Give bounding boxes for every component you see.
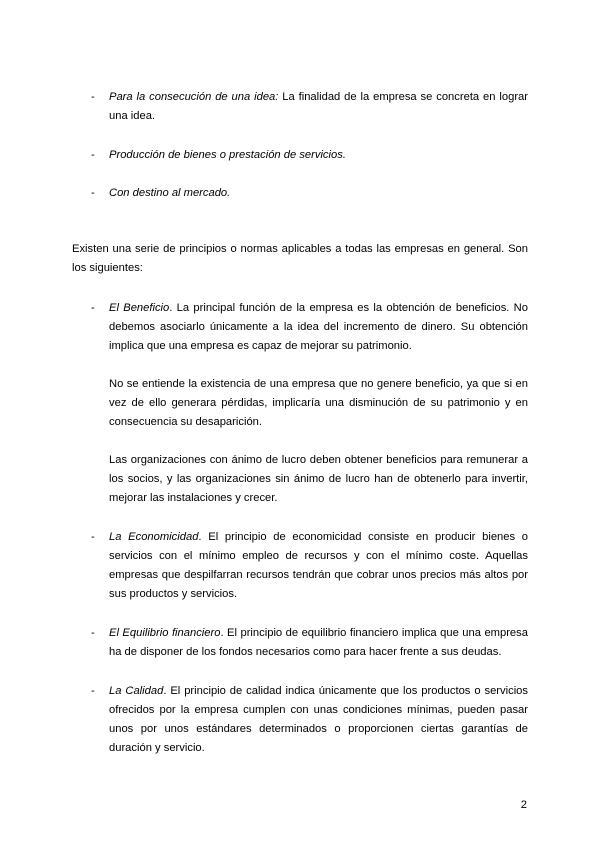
list-item-body xyxy=(109,88,528,126)
principle-item xyxy=(91,624,528,662)
principle-body xyxy=(109,528,528,604)
bullet-dash: - xyxy=(91,685,95,697)
principle-text: . El principio de equilibrio financiero implica que una empresa ha de disponer de los fondos necesarios como para hacer frente a sus deudas. xyxy=(109,627,528,658)
principle-text: . El principio de economicidad consiste en producir bienes o servicios con el mínimo empleo de recursos y con el mínimo coste. Aquellas empresas que despilfarran recursos tendrán que cobrar unos precios más altos por sus productos y servicios. xyxy=(109,531,528,600)
principle-paragraph: Las organizaciones con ánimo de lucro deben obtener beneficios para remunerar a los socios, y las organizaciones sin ánimo de lucro han de obtenerlo para invertir, mejorar las instalaciones y crecer. xyxy=(109,454,528,504)
principle-text: . El principio de calidad indica únicamente que los productos o servicios ofrecidos por la empresa cumplen con unas condiciones mínimas, pueden pasar unos por unos estándares determinados o proporcionen ciertas garantías de duración y servicio. xyxy=(109,685,528,754)
list-item-body xyxy=(109,146,528,165)
list-item-term: Para la consecución de una idea: xyxy=(109,91,279,103)
bullet-dash: - xyxy=(91,531,95,543)
principle-body xyxy=(109,624,528,662)
list-item-text: La finalidad de la empresa se concreta en lograr una idea. xyxy=(109,91,528,122)
principle-item xyxy=(91,299,528,508)
principle-term: El Beneficio xyxy=(109,302,170,314)
bullet-dash: - xyxy=(91,149,95,161)
principle-term: La Calidad xyxy=(109,685,164,697)
principle-body xyxy=(109,682,528,758)
list-item-body xyxy=(109,184,528,203)
principle-item xyxy=(91,682,528,758)
list-item-term: Producción de bienes o prestación de servicios. xyxy=(109,149,346,161)
principle-item xyxy=(91,528,528,604)
bullet-dash: - xyxy=(91,302,95,314)
principle-body xyxy=(109,299,528,508)
principle-term: El Equilibrio financiero xyxy=(109,627,221,639)
list-item-term: Con destino al mercado. xyxy=(109,187,231,199)
principle-text: . La principal función de la empresa es la obtención de beneficios. No debemos asociarlo únicamente a la idea del incremento de dinero. Su obtención implica que una empresa es capaz de mejorar su patrimonio. xyxy=(109,302,528,352)
list-item xyxy=(91,146,528,165)
page-number: 2 xyxy=(520,799,527,811)
principle-term: La Economicidad xyxy=(109,531,199,543)
bullet-dash: - xyxy=(91,187,95,199)
list-item xyxy=(91,88,528,126)
intro-paragraph: Existen una serie de principios o normas aplicables a todas las empresas en general. Son los siguientes: xyxy=(72,243,528,274)
bullet-dash: - xyxy=(91,627,95,639)
principle-paragraph: No se entiende la existencia de una empresa que no genere beneficio, ya que si en vez de ello generara pérdidas, implicaría una disminución de su patrimonio y en consecuencia su desaparición. xyxy=(109,378,528,428)
bullet-dash: - xyxy=(91,91,95,103)
list-item xyxy=(91,184,528,203)
